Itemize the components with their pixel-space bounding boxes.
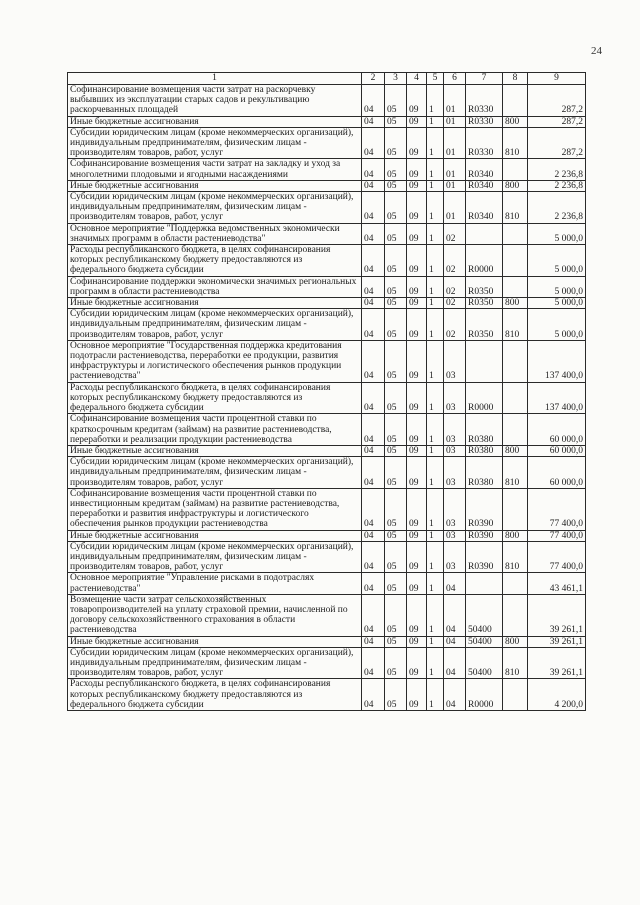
- code-cell: 09: [407, 340, 427, 382]
- code-cell: 1: [427, 382, 444, 414]
- code-cell: 04: [362, 85, 385, 117]
- table-header-row: [68, 73, 586, 85]
- row-name-cell: Возмещение части затрат сельскохозяйственных товаропроизводителей на уплату страховой премии, начисленной по договору сельскохозяйственного страхования в области растениеводства: [68, 594, 362, 636]
- code-cell: 04: [362, 180, 385, 191]
- row-name-cell: Субсидии юридическим лицам (кроме некоммерческих организаций), индивидуальным предпринимателям, физическим лицам - производителям товаров, работ, услуг: [68, 127, 362, 159]
- table-row: [68, 541, 586, 573]
- code-cell: [466, 223, 503, 244]
- code-cell: [466, 573, 503, 594]
- code-cell: 800: [503, 445, 528, 456]
- code-cell: 1: [427, 276, 444, 297]
- code-cell: 09: [407, 541, 427, 573]
- code-cell: 04: [362, 530, 385, 541]
- amount-cell: 77 400,0: [528, 488, 586, 530]
- code-cell: 800: [503, 530, 528, 541]
- code-cell: 04: [362, 594, 385, 636]
- column-header: 5: [427, 73, 444, 85]
- row-name-cell: Софинансирование возмещения части затрат на закладку и уход за многолетними плодовыми и ягодными насаждениями: [68, 159, 362, 180]
- code-cell: 09: [407, 382, 427, 414]
- code-cell: 09: [407, 245, 427, 277]
- code-cell: 09: [407, 530, 427, 541]
- row-name-cell: Софинансирование поддержки экономически значимых региональных программ в области растениеводства: [68, 276, 362, 297]
- amount-cell: 5 000,0: [528, 245, 586, 277]
- amount-cell: 2 236,8: [528, 159, 586, 180]
- code-cell: 800: [503, 116, 528, 127]
- column-header: 6: [444, 73, 466, 85]
- row-name-cell: Иные бюджетные ассигнования: [68, 445, 362, 456]
- code-cell: 1: [427, 85, 444, 117]
- code-cell: 05: [385, 636, 407, 647]
- code-cell: 09: [407, 309, 427, 341]
- code-cell: 810: [503, 541, 528, 573]
- column-header: 7: [466, 73, 503, 85]
- code-cell: 1: [427, 573, 444, 594]
- amount-cell: 137 400,0: [528, 382, 586, 414]
- table-row: [68, 85, 586, 117]
- code-cell: R0380: [466, 457, 503, 489]
- code-cell: 04: [362, 159, 385, 180]
- code-cell: 09: [407, 276, 427, 297]
- code-cell: 01: [444, 116, 466, 127]
- code-cell: 03: [444, 530, 466, 541]
- code-cell: 01: [444, 180, 466, 191]
- code-cell: R0340: [466, 180, 503, 191]
- code-cell: 1: [427, 298, 444, 309]
- code-cell: 03: [444, 445, 466, 456]
- budget-table: [67, 72, 586, 711]
- code-cell: 04: [362, 636, 385, 647]
- table-row: [68, 414, 586, 446]
- code-cell: 04: [362, 340, 385, 382]
- column-header: 8: [503, 73, 528, 85]
- amount-cell: 2 236,8: [528, 192, 586, 224]
- code-cell: 05: [385, 340, 407, 382]
- code-cell: 05: [385, 309, 407, 341]
- code-cell: 04: [444, 679, 466, 711]
- code-cell: R0350: [466, 298, 503, 309]
- code-cell: 03: [444, 457, 466, 489]
- code-cell: 1: [427, 530, 444, 541]
- code-cell: [503, 382, 528, 414]
- code-cell: 05: [385, 679, 407, 711]
- code-cell: 1: [427, 457, 444, 489]
- code-cell: 05: [385, 647, 407, 679]
- table-row: [68, 457, 586, 489]
- amount-cell: 39 261,1: [528, 594, 586, 636]
- amount-cell: 137 400,0: [528, 340, 586, 382]
- table-row: [68, 340, 586, 382]
- code-cell: 04: [362, 116, 385, 127]
- code-cell: 04: [362, 445, 385, 456]
- code-cell: 09: [407, 223, 427, 244]
- amount-cell: 287,2: [528, 85, 586, 117]
- code-cell: 09: [407, 573, 427, 594]
- table-row: [68, 223, 586, 244]
- code-cell: 04: [362, 541, 385, 573]
- code-cell: 04: [362, 245, 385, 277]
- row-name-cell: Иные бюджетные ассигнования: [68, 636, 362, 647]
- row-name-cell: Софинансирование возмещения части процентной ставки по инвестиционным кредитам (займам) на развитие растениеводства, переработки и развития инфраструктуры и логистического обеспечения рынков продукции растениеводства: [68, 488, 362, 530]
- code-cell: 05: [385, 541, 407, 573]
- code-cell: 03: [444, 541, 466, 573]
- code-cell: 810: [503, 457, 528, 489]
- code-cell: R0000: [466, 245, 503, 277]
- code-cell: 04: [362, 298, 385, 309]
- code-cell: 05: [385, 573, 407, 594]
- code-cell: [503, 85, 528, 117]
- code-cell: R0390: [466, 541, 503, 573]
- code-cell: 04: [362, 647, 385, 679]
- code-cell: 800: [503, 180, 528, 191]
- row-name-cell: Иные бюджетные ассигнования: [68, 298, 362, 309]
- code-cell: 1: [427, 636, 444, 647]
- amount-cell: 77 400,0: [528, 541, 586, 573]
- code-cell: R0330: [466, 127, 503, 159]
- code-cell: 1: [427, 180, 444, 191]
- code-cell: [503, 573, 528, 594]
- code-cell: 05: [385, 245, 407, 277]
- code-cell: 03: [444, 414, 466, 446]
- page-number: 24: [591, 45, 602, 57]
- code-cell: 1: [427, 414, 444, 446]
- code-cell: 09: [407, 636, 427, 647]
- code-cell: 03: [444, 488, 466, 530]
- code-cell: 1: [427, 594, 444, 636]
- code-cell: 810: [503, 647, 528, 679]
- amount-cell: 60 000,0: [528, 457, 586, 489]
- code-cell: 04: [362, 457, 385, 489]
- code-cell: 05: [385, 530, 407, 541]
- code-cell: 05: [385, 457, 407, 489]
- code-cell: 1: [427, 679, 444, 711]
- code-cell: [503, 340, 528, 382]
- table-row: [68, 116, 586, 127]
- row-name-cell: Расходы республиканского бюджета, в целях софинансирования которых республиканскому бюджету предоставляются из федерального бюджета субсидии: [68, 245, 362, 277]
- code-cell: 09: [407, 679, 427, 711]
- code-cell: 05: [385, 298, 407, 309]
- code-cell: 03: [444, 340, 466, 382]
- code-cell: 05: [385, 159, 407, 180]
- code-cell: 04: [362, 276, 385, 297]
- code-cell: R0330: [466, 116, 503, 127]
- code-cell: 09: [407, 457, 427, 489]
- table-row: [68, 180, 586, 191]
- row-name-cell: Расходы республиканского бюджета, в целях софинансирования которых республиканскому бюджету предоставляются из федерального бюджета субсидии: [68, 679, 362, 711]
- table-row: [68, 636, 586, 647]
- amount-cell: 4 200,0: [528, 679, 586, 711]
- code-cell: 1: [427, 127, 444, 159]
- code-cell: R0340: [466, 192, 503, 224]
- code-cell: [503, 159, 528, 180]
- code-cell: 09: [407, 116, 427, 127]
- code-cell: 09: [407, 414, 427, 446]
- code-cell: 04: [362, 223, 385, 244]
- code-cell: [503, 276, 528, 297]
- table-row: [68, 445, 586, 456]
- code-cell: [466, 340, 503, 382]
- code-cell: 810: [503, 127, 528, 159]
- amount-cell: 60 000,0: [528, 414, 586, 446]
- code-cell: 50400: [466, 647, 503, 679]
- row-name-cell: Субсидии юридическим лицам (кроме некоммерческих организаций), индивидуальным предпринимателям, физическим лицам - производителям товаров, работ, услуг: [68, 647, 362, 679]
- code-cell: R0380: [466, 414, 503, 446]
- code-cell: 04: [362, 414, 385, 446]
- code-cell: 50400: [466, 636, 503, 647]
- code-cell: 1: [427, 647, 444, 679]
- row-name-cell: Основное мероприятие "Управление рисками в подотраслях растениеводства": [68, 573, 362, 594]
- table-row: [68, 245, 586, 277]
- code-cell: 1: [427, 223, 444, 244]
- code-cell: 03: [444, 382, 466, 414]
- code-cell: 02: [444, 245, 466, 277]
- code-cell: 05: [385, 180, 407, 191]
- table-row: [68, 488, 586, 530]
- amount-cell: 287,2: [528, 127, 586, 159]
- row-name-cell: Софинансирование возмещения части процентной ставки по краткосрочным кредитам (займам) на развитие растениеводства, переработки и реализации продукции растениеводства: [68, 414, 362, 446]
- table-row: [68, 127, 586, 159]
- code-cell: 05: [385, 382, 407, 414]
- code-cell: 09: [407, 298, 427, 309]
- code-cell: 04: [362, 127, 385, 159]
- code-cell: 1: [427, 159, 444, 180]
- amount-cell: 60 000,0: [528, 445, 586, 456]
- code-cell: R0350: [466, 309, 503, 341]
- amount-cell: 5 000,0: [528, 309, 586, 341]
- code-cell: 09: [407, 180, 427, 191]
- code-cell: R0350: [466, 276, 503, 297]
- code-cell: 04: [362, 679, 385, 711]
- code-cell: 800: [503, 636, 528, 647]
- amount-cell: 77 400,0: [528, 530, 586, 541]
- code-cell: 04: [444, 647, 466, 679]
- amount-cell: 39 261,1: [528, 636, 586, 647]
- table-row: [68, 276, 586, 297]
- code-cell: 02: [444, 309, 466, 341]
- code-cell: 04: [444, 573, 466, 594]
- code-cell: 09: [407, 594, 427, 636]
- row-name-cell: Субсидии юридическим лицам (кроме некоммерческих организаций), индивидуальным предпринимателям, физическим лицам - производителям товаров, работ, услуг: [68, 192, 362, 224]
- code-cell: [503, 223, 528, 244]
- code-cell: 01: [444, 192, 466, 224]
- code-cell: [503, 488, 528, 530]
- table-row: [68, 594, 586, 636]
- code-cell: R0340: [466, 159, 503, 180]
- code-cell: 05: [385, 116, 407, 127]
- code-cell: 1: [427, 340, 444, 382]
- code-cell: 05: [385, 127, 407, 159]
- code-cell: R0390: [466, 530, 503, 541]
- row-name-cell: Субсидии юридическим лицам (кроме некоммерческих организаций), индивидуальным предпринимателям, физическим лицам - производителям товаров, работ, услуг: [68, 457, 362, 489]
- column-header: 1: [68, 73, 362, 85]
- row-name-cell: Иные бюджетные ассигнования: [68, 530, 362, 541]
- row-name-cell: Основное мероприятие "Поддержка ведомственных экономически значимых программ в области растениеводства": [68, 223, 362, 244]
- code-cell: 04: [362, 192, 385, 224]
- code-cell: [503, 245, 528, 277]
- amount-cell: 287,2: [528, 116, 586, 127]
- code-cell: 04: [362, 488, 385, 530]
- code-cell: R0330: [466, 85, 503, 117]
- code-cell: 05: [385, 192, 407, 224]
- code-cell: 05: [385, 223, 407, 244]
- table-row: [68, 647, 586, 679]
- code-cell: 05: [385, 594, 407, 636]
- code-cell: 09: [407, 192, 427, 224]
- code-cell: 09: [407, 647, 427, 679]
- table-row: [68, 298, 586, 309]
- code-cell: 05: [385, 445, 407, 456]
- table-row: [68, 573, 586, 594]
- code-cell: 1: [427, 541, 444, 573]
- code-cell: 05: [385, 85, 407, 117]
- code-cell: 04: [362, 309, 385, 341]
- code-cell: 09: [407, 127, 427, 159]
- code-cell: R0000: [466, 382, 503, 414]
- amount-cell: 39 261,1: [528, 647, 586, 679]
- column-header: 3: [385, 73, 407, 85]
- amount-cell: 5 000,0: [528, 223, 586, 244]
- code-cell: 02: [444, 276, 466, 297]
- code-cell: 04: [362, 573, 385, 594]
- row-name-cell: Основное мероприятие "Государственная поддержка кредитования подотрасли растениеводства, переработки ее продукции, развития инфраструктуры и логистического обеспечения рынков продукции растениеводства": [68, 340, 362, 382]
- table-row: [68, 192, 586, 224]
- code-cell: 01: [444, 127, 466, 159]
- code-cell: 05: [385, 276, 407, 297]
- code-cell: 04: [444, 636, 466, 647]
- amount-cell: 5 000,0: [528, 276, 586, 297]
- code-cell: 04: [362, 382, 385, 414]
- table-row: [68, 309, 586, 341]
- row-name-cell: Субсидии юридическим лицам (кроме некоммерческих организаций), индивидуальным предпринимателям, физическим лицам - производителям товаров, работ, услуг: [68, 309, 362, 341]
- code-cell: 800: [503, 298, 528, 309]
- code-cell: 02: [444, 298, 466, 309]
- amount-cell: 43 461,1: [528, 573, 586, 594]
- table-row: [68, 679, 586, 711]
- code-cell: 09: [407, 85, 427, 117]
- code-cell: 1: [427, 245, 444, 277]
- code-cell: R0390: [466, 488, 503, 530]
- code-cell: 1: [427, 192, 444, 224]
- code-cell: [503, 594, 528, 636]
- code-cell: 01: [444, 159, 466, 180]
- row-name-cell: Иные бюджетные ассигнования: [68, 180, 362, 191]
- code-cell: 1: [427, 445, 444, 456]
- amount-cell: 5 000,0: [528, 298, 586, 309]
- row-name-cell: Софинансирование возмещения части затрат на раскорчевку выбывших из эксплуатации старых садов и рекультивацию раскорчеванных площадей: [68, 85, 362, 117]
- amount-cell: 2 236,8: [528, 180, 586, 191]
- code-cell: 1: [427, 488, 444, 530]
- code-cell: 01: [444, 85, 466, 117]
- table-body: [68, 85, 586, 711]
- code-cell: 05: [385, 414, 407, 446]
- row-name-cell: Субсидии юридическим лицам (кроме некоммерческих организаций), индивидуальным предпринимателям, физическим лицам - производителям товаров, работ, услуг: [68, 541, 362, 573]
- code-cell: 50400: [466, 594, 503, 636]
- column-header: 2: [362, 73, 385, 85]
- code-cell: R0000: [466, 679, 503, 711]
- code-cell: R0380: [466, 445, 503, 456]
- row-name-cell: Расходы республиканского бюджета, в целях софинансирования которых республиканскому бюджету предоставляются из федерального бюджета субсидии: [68, 382, 362, 414]
- code-cell: 04: [444, 594, 466, 636]
- code-cell: 09: [407, 488, 427, 530]
- code-cell: [503, 679, 528, 711]
- code-cell: 05: [385, 488, 407, 530]
- code-cell: 810: [503, 192, 528, 224]
- code-cell: 1: [427, 309, 444, 341]
- code-cell: 1: [427, 116, 444, 127]
- column-header: 4: [407, 73, 427, 85]
- code-cell: 02: [444, 223, 466, 244]
- row-name-cell: Иные бюджетные ассигнования: [68, 116, 362, 127]
- code-cell: 810: [503, 309, 528, 341]
- code-cell: [503, 414, 528, 446]
- table-row: [68, 382, 586, 414]
- table-row: [68, 159, 586, 180]
- column-header: 9: [528, 73, 586, 85]
- code-cell: 09: [407, 445, 427, 456]
- code-cell: 09: [407, 159, 427, 180]
- table-row: [68, 530, 586, 541]
